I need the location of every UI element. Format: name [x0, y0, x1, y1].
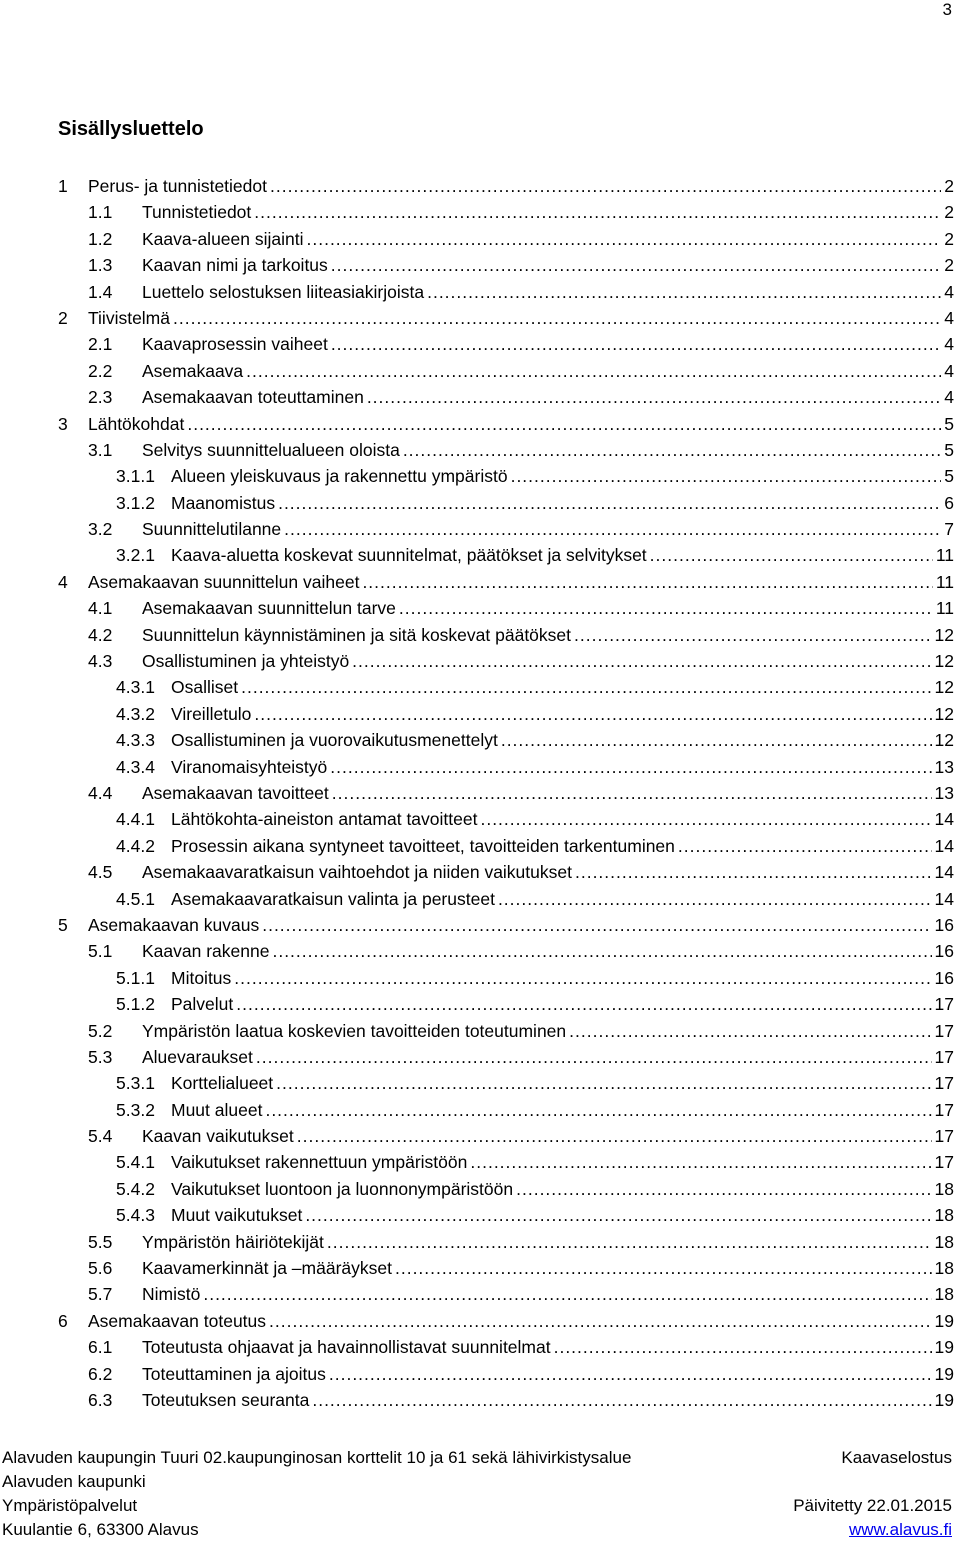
toc-entry-page: 17	[934, 1073, 954, 1094]
footer-document-title: Alavuden kaupungin Tuuri 02.kaupunginosan korttelit 10 ja 61 sekä lähivirkistysalue	[2, 1448, 632, 1467]
toc-entry-page: 14	[934, 888, 954, 909]
toc-entry-number: 1.3	[88, 255, 113, 276]
toc-title: Sisällysluettelo	[58, 118, 204, 140]
toc-entry[interactable]	[58, 622, 954, 648]
toc-entry-page: 16	[934, 941, 954, 962]
toc-entry-title: Osallistuminen ja yhteistyö	[142, 651, 350, 672]
toc-entry-number: 4.3.1	[116, 677, 155, 698]
toc-entry-page: 18	[934, 1284, 954, 1305]
toc-entry-number: 4.4.2	[116, 835, 155, 856]
toc-entry[interactable]	[58, 199, 954, 225]
toc-dot-leader	[352, 648, 931, 674]
toc-entry-number: 5.5	[88, 1231, 113, 1252]
toc-entry[interactable]	[58, 1202, 954, 1228]
toc-entry-page: 12	[934, 677, 954, 698]
toc-entry[interactable]	[58, 595, 954, 621]
toc-entry[interactable]	[58, 674, 954, 700]
toc-entry[interactable]	[58, 358, 954, 384]
footer-document-type: Kaavaselostus	[841, 1448, 952, 1467]
toc-entry-number: 5	[58, 914, 68, 935]
toc-entry-number: 4.5.1	[116, 888, 155, 909]
toc-entry-title: Asemakaavan toteuttaminen	[142, 387, 364, 408]
toc-entry[interactable]	[58, 384, 954, 410]
toc-entry-page: 4	[944, 307, 954, 328]
toc-entry-title: Lähtökohta-aineiston antamat tavoitteet	[171, 809, 478, 830]
toc-entry-title: Asemakaavaratkaisun valinta ja perusteet	[171, 888, 495, 909]
toc-entry[interactable]	[58, 173, 954, 199]
toc-entry-title: Kaavaprosessin vaiheet	[142, 334, 328, 355]
toc-dot-leader	[332, 780, 932, 806]
toc-dot-leader	[574, 622, 932, 648]
toc-entry-title: Asemakaavan suunnittelun tarve	[142, 598, 396, 619]
toc-entry-title: Muut alueet	[171, 1099, 263, 1120]
toc-entry[interactable]	[58, 1018, 954, 1044]
toc-entry[interactable]	[58, 727, 954, 753]
toc-entry-number: 5.4	[88, 1126, 113, 1147]
footer-organization: Alavuden kaupunki	[2, 1472, 146, 1491]
toc-entry-number: 3.1.1	[116, 466, 155, 487]
toc-entry[interactable]	[58, 411, 954, 437]
toc-entry[interactable]	[58, 226, 954, 252]
toc-dot-leader	[501, 727, 932, 753]
toc-dot-leader	[498, 886, 932, 912]
toc-entry[interactable]	[58, 463, 954, 489]
toc-dot-leader	[312, 1387, 931, 1413]
toc-entry-number: 3.2	[88, 519, 113, 540]
toc-dot-leader	[262, 912, 931, 938]
toc-entry[interactable]	[58, 1255, 954, 1281]
toc-entry-number: 6	[58, 1310, 68, 1331]
toc-entry-page: 18	[934, 1178, 954, 1199]
toc-entry-number: 2.1	[88, 334, 113, 355]
toc-entry-title: Kaavan vaikutukset	[142, 1126, 294, 1147]
page-footer	[0, 1446, 960, 1542]
toc-entry-page: 17	[934, 1126, 954, 1147]
toc-dot-leader	[236, 991, 931, 1017]
toc-dot-leader	[362, 569, 932, 595]
toc-entry[interactable]	[58, 1123, 954, 1149]
toc-entry-page: 7	[944, 519, 954, 540]
toc-entry-number: 5.4.2	[116, 1178, 155, 1199]
toc-dot-leader	[331, 331, 941, 357]
toc-entry-number: 5.3	[88, 1046, 113, 1067]
toc-entry-title: Asemakaavan toteutus	[88, 1310, 267, 1331]
toc-entry-title: Asemakaava	[142, 360, 244, 381]
toc-entry-number: 4.1	[88, 598, 113, 619]
toc-entry-page: 12	[934, 730, 954, 751]
toc-entry-number: 1	[58, 176, 68, 196]
footer-updated-date: Päivitetty 22.01.2015	[793, 1496, 952, 1515]
footer-department: Ympäristöpalvelut	[2, 1496, 138, 1515]
toc-entry-page: 17	[934, 1099, 954, 1120]
toc-entry-page: 14	[934, 835, 954, 856]
toc-dot-leader	[203, 1281, 931, 1307]
toc-entry[interactable]	[58, 1044, 954, 1070]
toc-entry-number: 3.2.1	[116, 545, 155, 566]
toc-entry-page: 17	[934, 1152, 954, 1173]
toc-dot-leader	[575, 859, 932, 885]
footer-row-3	[0, 1494, 960, 1518]
footer-address: Kuulantie 6, 63300 Alavus	[2, 1520, 199, 1539]
toc-entry-title: Kaava-aluetta koskevat suunnitelmat, päätökset ja selvitykset	[171, 545, 647, 566]
toc-entry-page: 18	[934, 1258, 954, 1279]
toc-entry-number: 5.3.1	[116, 1073, 155, 1094]
toc-entry[interactable]	[58, 1387, 954, 1413]
toc-entry-title: Palvelut	[171, 994, 234, 1015]
toc-dot-leader	[173, 305, 941, 331]
toc-entry-title: Toteutusta ohjaavat ja havainnollistavat suunnitelmat	[142, 1337, 551, 1358]
toc-entry-title: Tunnistetiedot	[142, 202, 252, 223]
toc-entry[interactable]	[58, 252, 954, 278]
toc-entry-number: 5.7	[88, 1284, 113, 1305]
toc-entry-title: Asemakaavaratkaisun vaihtoehdot ja niiden vaikutukset	[142, 862, 572, 883]
toc-entry[interactable]	[58, 701, 954, 727]
toc-entry-page: 11	[935, 571, 954, 592]
toc-entry-number: 4.4	[88, 782, 113, 803]
toc-entry-title: Kaava-alueen sijainti	[142, 228, 304, 249]
toc-entry-page: 18	[934, 1231, 954, 1252]
toc-entry[interactable]	[58, 1097, 954, 1123]
toc-entry-title: Perus- ja tunnistetiedot	[88, 176, 267, 196]
toc-entry[interactable]	[58, 1361, 954, 1387]
toc-entry-title: Vaikutukset rakennettuun ympäristöön	[171, 1152, 468, 1173]
toc-entry-title: Ympäristön laatua koskevien tavoitteiden toteutuminen	[142, 1020, 567, 1041]
toc-entry[interactable]	[58, 991, 954, 1017]
toc-entry-title: Selvitys suunnittelualueen oloista	[142, 439, 400, 460]
toc-dot-leader	[329, 1361, 932, 1387]
toc-dot-leader	[403, 437, 941, 463]
toc-entry-number: 2	[58, 307, 68, 328]
toc-entry-page: 19	[934, 1389, 954, 1410]
toc-entry-title: Asemakaavan kuvaus	[88, 914, 260, 935]
page-number: 3	[942, 0, 952, 19]
toc-entry[interactable]	[58, 912, 954, 938]
toc-entry-number: 4.3	[88, 651, 113, 672]
toc-entry[interactable]	[58, 886, 954, 912]
toc-entry[interactable]	[58, 1334, 954, 1360]
toc-entry-title: Nimistö	[142, 1284, 201, 1305]
toc-entry[interactable]	[58, 648, 954, 674]
toc-entry-page: 6	[944, 492, 954, 513]
toc-entry-title: Suunnittelutilanne	[142, 519, 282, 540]
toc-entry-title: Maanomistus	[171, 492, 276, 513]
toc-entry-page: 5	[944, 466, 954, 487]
toc-dot-leader	[554, 1334, 932, 1360]
toc-entry-page: 16	[934, 967, 954, 988]
toc-entry-page: 14	[934, 809, 954, 830]
toc-entry-title: Toteuttaminen ja ajoitus	[142, 1363, 326, 1384]
toc-dot-leader	[256, 1044, 932, 1070]
toc-entry-number: 5.1.1	[116, 967, 155, 988]
toc-entry[interactable]	[58, 1229, 954, 1255]
toc-entry-number: 5.3.2	[116, 1099, 155, 1120]
toc-entry[interactable]	[58, 754, 954, 780]
toc-entry[interactable]	[58, 780, 954, 806]
toc-entry-page: 19	[934, 1363, 954, 1384]
toc-dot-leader	[305, 1202, 931, 1228]
toc-entry-page: 4	[944, 360, 954, 381]
toc-dot-leader	[254, 701, 931, 727]
toc-entry-number: 5.1	[88, 941, 113, 962]
toc-dot-leader	[269, 1308, 932, 1334]
toc-entry-title: Lähtökohdat	[88, 413, 185, 434]
toc-entry-title: Kaavan rakenne	[142, 941, 270, 962]
toc-entry-page: 2	[944, 228, 954, 249]
toc-entry-number: 4.2	[88, 624, 113, 645]
toc-entry-number: 3.1	[88, 439, 113, 460]
toc-entry-page: 2	[944, 176, 954, 196]
toc-entry-page: 4	[944, 387, 954, 408]
toc-entry-page: 12	[934, 624, 954, 645]
toc-entry[interactable]	[58, 542, 954, 568]
toc-entry-page: 11	[935, 598, 954, 619]
toc-entry-page: 19	[934, 1310, 954, 1331]
footer-website-link[interactable]: www.alavus.fi	[849, 1520, 952, 1539]
toc-dot-leader	[284, 516, 941, 542]
toc-dot-leader	[246, 358, 941, 384]
toc-entry[interactable]	[58, 305, 954, 331]
toc-entry-number: 6.2	[88, 1363, 113, 1384]
toc-entry-title: Tiivistelmä	[88, 307, 170, 328]
toc-entry[interactable]	[58, 1176, 954, 1202]
toc-entry-number: 5.4.1	[116, 1152, 155, 1173]
toc-dot-leader	[297, 1123, 932, 1149]
toc-entry[interactable]	[58, 859, 954, 885]
toc-entry-title: Osallistuminen ja vuorovaikutusmenettelyt	[171, 730, 498, 751]
toc-entry-title: Toteutuksen seuranta	[142, 1389, 310, 1410]
toc-entry-title: Kaavan nimi ja tarkoitus	[142, 255, 328, 276]
toc-dot-leader	[327, 1229, 932, 1255]
toc-dot-leader	[272, 938, 931, 964]
toc-entry-number: 1.1	[88, 202, 113, 223]
toc-entry-title: Osalliset	[171, 677, 239, 698]
toc-entry[interactable]	[58, 516, 954, 542]
toc-entry-page: 5	[944, 439, 954, 460]
toc-dot-leader	[427, 279, 941, 305]
table-of-contents	[58, 173, 954, 1413]
toc-entry-number: 4	[58, 571, 68, 592]
toc-dot-leader	[307, 226, 942, 252]
toc-entry-number: 5.2	[88, 1020, 113, 1041]
toc-entry-number: 2.3	[88, 387, 113, 408]
toc-entry-page: 19	[934, 1337, 954, 1358]
toc-entry-title: Ympäristön häiriötekijät	[142, 1231, 324, 1252]
toc-entry[interactable]	[58, 490, 954, 516]
toc-dot-leader	[278, 490, 941, 516]
toc-entry-page: 14	[934, 862, 954, 883]
toc-entry-number: 2.2	[88, 360, 113, 381]
toc-entry[interactable]	[58, 1149, 954, 1175]
toc-entry-number: 1.4	[88, 281, 113, 302]
toc-dot-leader	[330, 754, 931, 780]
toc-entry[interactable]	[58, 1281, 954, 1307]
footer-row-2	[0, 1470, 960, 1494]
toc-entry-page: 12	[934, 651, 954, 672]
toc-dot-leader	[678, 833, 932, 859]
toc-entry-page: 13	[934, 782, 954, 803]
toc-entry-title: Vaikutukset luontoon ja luonnonympäristöön	[171, 1178, 514, 1199]
toc-entry-title: Kaavamerkinnät ja –määräykset	[142, 1258, 392, 1279]
toc-entry-title: Aluevaraukset	[142, 1046, 253, 1067]
toc-entry-page: 2	[944, 255, 954, 276]
toc-entry-title: Prosessin aikana syntyneet tavoitteet, tavoitteiden tarkentuminen	[171, 835, 675, 856]
toc-entry-number: 6.3	[88, 1389, 113, 1410]
toc-dot-leader	[241, 674, 931, 700]
footer-row-1	[0, 1446, 960, 1470]
toc-entry-number: 4.5	[88, 862, 113, 883]
toc-dot-leader	[265, 1097, 931, 1123]
toc-entry-page: 4	[944, 281, 954, 302]
toc-entry[interactable]	[58, 806, 954, 832]
toc-entry[interactable]	[58, 279, 954, 305]
toc-entry[interactable]	[58, 331, 954, 357]
toc-dot-leader	[569, 1018, 931, 1044]
toc-entry-page: 5	[944, 413, 954, 434]
toc-entry[interactable]	[58, 965, 954, 991]
toc-dot-leader	[650, 542, 933, 568]
toc-entry-title: Korttelialueet	[171, 1073, 274, 1094]
toc-entry-number: 4.3.2	[116, 703, 155, 724]
toc-entry[interactable]	[58, 833, 954, 859]
toc-dot-leader	[480, 806, 931, 832]
toc-entry-number: 1.2	[88, 228, 113, 249]
toc-entry-page: 16	[934, 914, 954, 935]
toc-dot-leader	[399, 595, 933, 621]
toc-entry-number: 6.1	[88, 1337, 113, 1358]
toc-entry[interactable]	[58, 1308, 954, 1334]
toc-entry[interactable]	[58, 1070, 954, 1096]
toc-entry-page: 17	[934, 1046, 954, 1067]
footer-row-4	[0, 1518, 960, 1542]
toc-entry[interactable]	[58, 437, 954, 463]
toc-entry-number: 5.1.2	[116, 994, 155, 1015]
toc-entry-title: Muut vaikutukset	[171, 1205, 303, 1226]
toc-dot-leader	[276, 1070, 931, 1096]
toc-dot-leader	[395, 1255, 932, 1281]
toc-entry-number: 5.6	[88, 1258, 113, 1279]
toc-entry-page: 13	[934, 756, 954, 777]
toc-entry-title: Suunnittelun käynnistäminen ja sitä koskevat päätökset	[142, 624, 572, 645]
toc-entry-page: 18	[934, 1205, 954, 1226]
toc-entry-title: Vireilletulo	[171, 703, 252, 724]
toc-entry-page: 2	[944, 202, 954, 223]
toc-entry-number: 3	[58, 413, 68, 434]
toc-entry-number: 5.4.3	[116, 1205, 155, 1226]
toc-entry-title: Mitoitus	[171, 967, 232, 988]
toc-entry-number: 4.3.4	[116, 756, 155, 777]
toc-dot-leader	[367, 384, 941, 410]
toc-dot-leader	[254, 199, 941, 225]
toc-entry-title: Viranomaisyhteistyö	[171, 756, 328, 777]
toc-dot-leader	[270, 173, 941, 199]
toc-entry-page: 12	[934, 703, 954, 724]
toc-entry-title: Alueen yleiskuvaus ja rakennettu ympäristö	[171, 466, 508, 487]
toc-entry-title: Asemakaavan tavoitteet	[142, 782, 329, 803]
toc-entry[interactable]	[58, 569, 954, 595]
toc-dot-leader	[187, 411, 941, 437]
toc-dot-leader	[511, 463, 942, 489]
toc-entry-number: 3.1.2	[116, 492, 155, 513]
toc-dot-leader	[516, 1176, 931, 1202]
toc-entry-number: 4.3.3	[116, 730, 155, 751]
toc-entry-page: 17	[934, 994, 954, 1015]
toc-dot-leader	[234, 965, 931, 991]
toc-entry-page: 4	[944, 334, 954, 355]
toc-entry-title: Asemakaavan suunnittelun vaiheet	[88, 571, 360, 592]
toc-entry[interactable]	[58, 938, 954, 964]
toc-entry-page: 11	[935, 545, 954, 566]
toc-entry-number: 4.4.1	[116, 809, 155, 830]
toc-dot-leader	[331, 252, 941, 278]
toc-dot-leader	[470, 1149, 931, 1175]
toc-entry-title: Luettelo selostuksen liiteasiakirjoista	[142, 281, 425, 302]
toc-entry-page: 17	[934, 1020, 954, 1041]
